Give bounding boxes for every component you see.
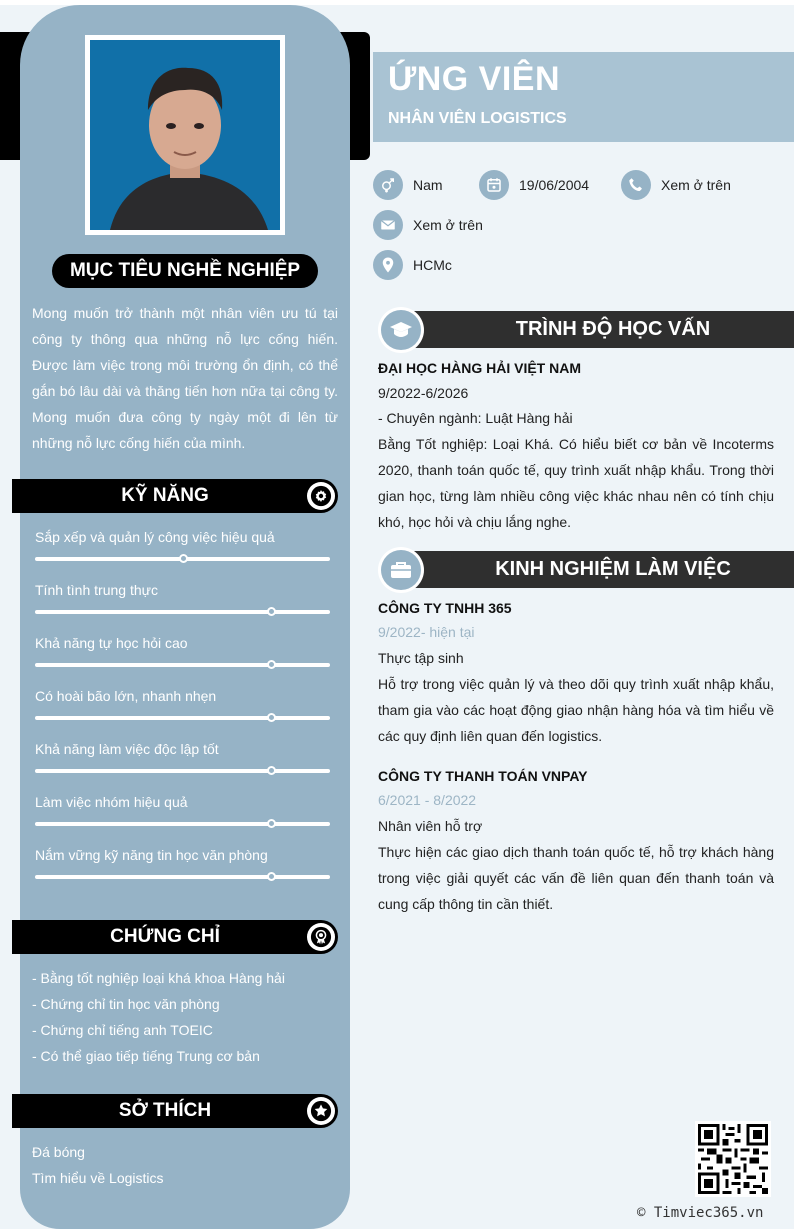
skill-level-dot [267, 607, 276, 616]
skill-label: Có hoài bão lớn, nhanh nhẹn [35, 688, 217, 704]
skill-item [35, 739, 330, 773]
skill-label: Nắm vững kỹ năng tin học văn phòng [35, 847, 268, 863]
hobby-item: Đá bóng [32, 1144, 85, 1160]
certificate-item: - Có thể giao tiếp tiếng Trung cơ bản [32, 1048, 260, 1064]
certificate-item: - Bằng tốt nghiệp loại khá khoa Hàng hải [32, 970, 285, 986]
hobbies-title: SỞ THÍCH [118, 1100, 212, 1121]
certificates-header [12, 920, 338, 954]
gear-icon [307, 482, 335, 510]
education-description: Bằng Tốt nghiệp: Loại Khá. Có hiểu biết cơ bản về Incoterms 2020, thanh toán quốc tế, quy trình xuất nhập khẩu. Trong thời gian học, từng làm nhiều công việc khác nhau nên có tính chịu khó, học hỏi và chịu lắng nghe. [378, 436, 774, 530]
skill-label: Tính tình trung thực [35, 582, 158, 598]
qr-code-icon [695, 1121, 771, 1197]
job-company: CÔNG TY TNHH 365 [378, 600, 512, 616]
education-major: - Chuyên ngành: Luật Hàng hải [378, 410, 573, 426]
experience-header [378, 551, 794, 589]
skill-bar [35, 716, 330, 720]
skill-level-dot [267, 872, 276, 881]
birthday-value: 19/06/2004 [519, 177, 590, 193]
skill-item [35, 580, 330, 614]
job-position: Thực tập sinh [378, 650, 464, 666]
job-position: Nhân viên hỗ trợ [378, 818, 483, 834]
copyright: © Timviec365.vn [637, 1205, 764, 1221]
briefcase-icon [378, 547, 424, 593]
skill-bar [35, 663, 330, 667]
job-company: CÔNG TY THANH TOÁN VNPAY [378, 768, 588, 784]
skill-level-dot [267, 766, 276, 775]
skill-level-dot [267, 819, 276, 828]
phone-icon [621, 170, 651, 200]
skill-bar [35, 875, 330, 879]
education-period: 9/2022-6/2026 [378, 385, 469, 401]
skill-label: Khả năng làm việc độc lập tốt [35, 741, 219, 757]
mail-icon [373, 210, 403, 240]
skill-item [35, 633, 330, 667]
skill-bar [35, 822, 330, 826]
candidate-name: ỨNG VIÊN [388, 60, 561, 98]
skills-title: KỸ NĂNG [121, 485, 209, 506]
skill-label: Làm việc nhóm hiệu quả [35, 794, 188, 810]
school-name: ĐẠI HỌC HÀNG HẢI VIỆT NAM [378, 360, 581, 376]
skill-level-dot [267, 660, 276, 669]
star-icon [307, 1097, 335, 1125]
award-icon [307, 923, 335, 951]
objective-title: MỤC TIÊU NGHỀ NGHIỆP [52, 254, 318, 288]
hobbies-header [12, 1094, 338, 1128]
skills-header [12, 479, 338, 513]
address-value: HCMc [413, 257, 452, 273]
skill-level-dot [267, 713, 276, 722]
skill-level-dot [179, 554, 188, 563]
job-description: Thực hiện các giao dịch thanh toán quốc tế, hỗ trợ khách hàng trong việc giải quyết các vấn đề liên quan đến thanh toán và cung cấp thông tin cần thiết. [378, 844, 774, 912]
email-value: Xem ở trên [413, 217, 483, 233]
avatar [85, 35, 285, 235]
gender-value: Nam [413, 177, 443, 193]
skill-bar [35, 610, 330, 614]
job-description: Hỗ trợ trong việc quản lý và theo dõi quy trình xuất nhập khẩu, tham gia vào các hoạt động giao nhận hàng hóa và tìm hiểu về các quy định liên quan đến logistics. [378, 676, 774, 744]
skill-label: Khả năng tự học hỏi cao [35, 635, 188, 651]
location-icon [373, 250, 403, 280]
gender-icon [373, 170, 403, 200]
profile-photo [90, 40, 280, 230]
certificate-item: - Chứng chỉ tiếng anh TOEIC [32, 1022, 213, 1038]
skill-item [35, 792, 330, 826]
skill-bar [35, 557, 330, 561]
skill-item [35, 527, 330, 561]
hobby-item: Tìm hiểu về Logistics [32, 1170, 164, 1186]
job-period: 6/2021 - 8/2022 [378, 792, 477, 808]
job-title: NHÂN VIÊN LOGISTICS [388, 110, 567, 127]
calendar-icon [479, 170, 509, 200]
job-period: 9/2022- hiện tại [378, 624, 475, 640]
objective-text: Mong muốn trở thành một nhân viên ưu tú tại công ty thông qua những nỗ lực cống hiến. Được làm việc trong môi trường ổn định, có thể gắn bó lâu dài và thăng tiến hơn nữa tại công ty. Mong muốn đưa công ty ngày một đi lên từ những nỗ lực cống hiến của mình. [32, 305, 338, 451]
skill-label: Sắp xếp và quản lý công việc hiệu quả [35, 529, 275, 545]
education-header [378, 311, 794, 349]
graduation-cap-icon [378, 307, 424, 353]
skill-item [35, 686, 330, 720]
experience-title: KINH NGHIỆM LÀM VIỆC [402, 551, 794, 588]
header-band [373, 52, 794, 142]
phone-value: Xem ở trên [661, 177, 731, 193]
education-title: TRÌNH ĐỘ HỌC VẤN [402, 311, 794, 348]
certificate-item: - Chứng chỉ tin học văn phòng [32, 996, 220, 1012]
skill-item [35, 845, 330, 879]
skill-bar [35, 769, 330, 773]
certificates-title: CHỨNG CHỈ [110, 926, 220, 947]
